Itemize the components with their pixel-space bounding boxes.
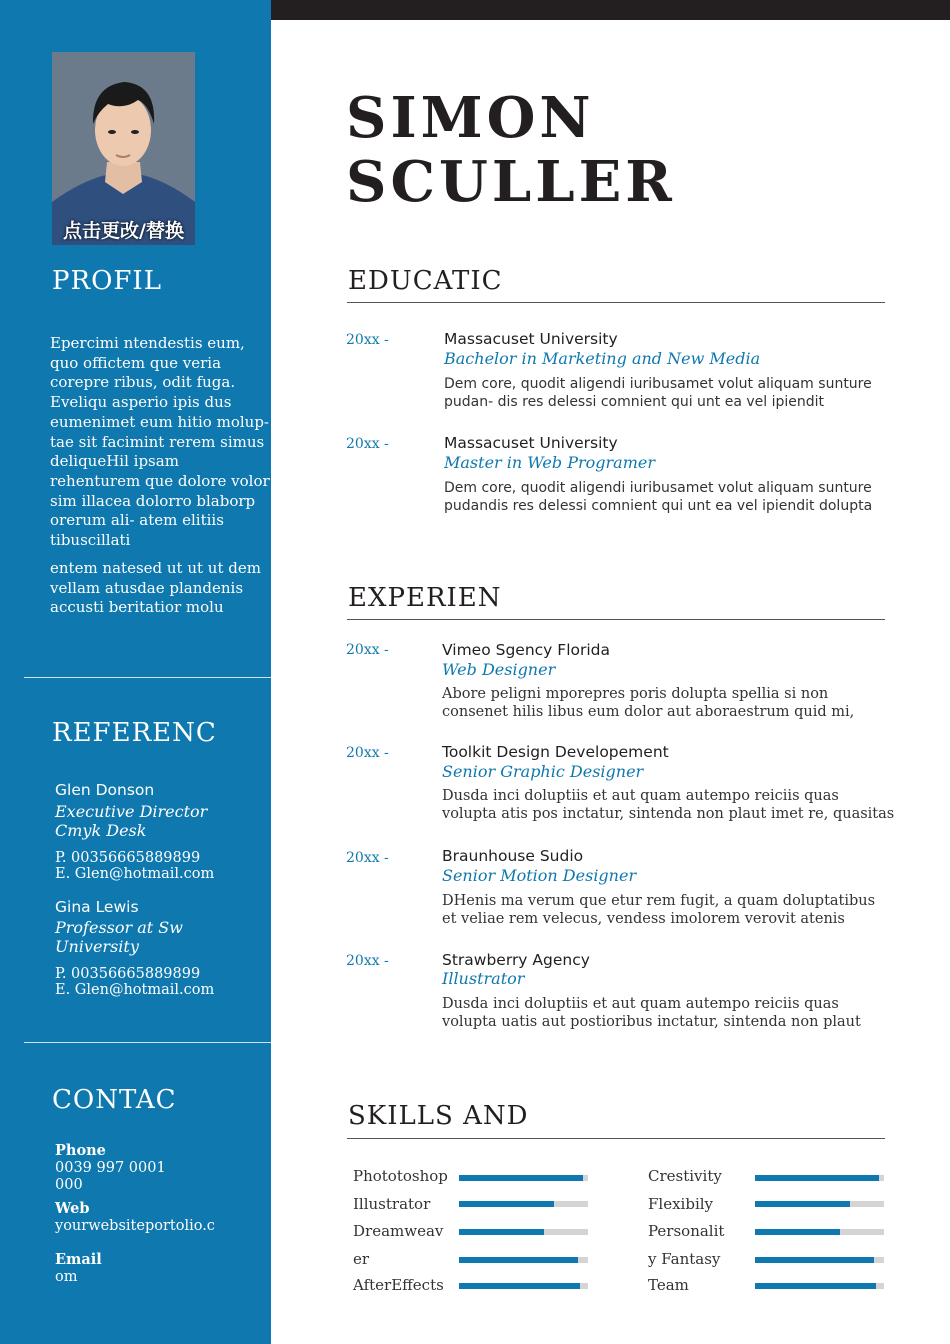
experience-date: 20xx - (346, 642, 389, 658)
experience-rule (347, 619, 885, 620)
sidebar-divider (24, 1042, 271, 1043)
skill-bar (755, 1229, 884, 1235)
reference-email: E. Glen@hotmail.com (55, 982, 215, 998)
skill-bar (459, 1283, 588, 1289)
experience-date: 20xx - (346, 953, 389, 969)
skill-bar-fill (459, 1175, 583, 1181)
experience-desc-line: Dusda inci doluptiis et aut quam autempo reiciis quas (442, 788, 839, 804)
experience-desc-line: volupta atis pos inctatur, sintenda non plaut imet re, quasitas (442, 806, 895, 822)
experience-desc-line: consenet hilis libus eum dolor aut aboraestrum quid mi, (442, 704, 855, 720)
education-desc-line: Dem core, quodit aligendi iuribusamet volut aliquam sunture (444, 480, 872, 496)
education-school: Massacuset University (444, 434, 618, 452)
skill-bar (459, 1175, 588, 1181)
contact-phone-value: 0039 997 0001 (55, 1160, 166, 1176)
education-desc-line: pudan- dis res delessi comnient qui unt ea vel ipiendit (444, 394, 825, 410)
experience-role: Illustrator (442, 969, 525, 988)
skill-bar-fill (755, 1283, 876, 1289)
skill-bar-fill (459, 1283, 580, 1289)
skill-label: Team (648, 1276, 689, 1294)
experience-company: Toolkit Design Developement (442, 743, 669, 761)
education-degree: Master in Web Programer (444, 453, 655, 472)
education-date: 20xx - (346, 436, 389, 452)
profile-paragraph-1: Epercimi ntendestis eum, quo offictem que veria corepre ribus, odit fuga. Eveliqu asperio ipis dus eumenimet eum hitio molup- tae sit facimint rerem simus deliqueHil ipsam rehenturem que dolore volor sim illacea dolorro blaborp orerum ali- atem elitiis tibuscillati (50, 334, 270, 550)
experience-desc-line: volupta uatis aut postioribus inctatur, sintenda non plaut (442, 1014, 861, 1030)
reference-contact (55, 966, 265, 998)
reference-name: Gina Lewis (55, 898, 139, 916)
education-heading: EDUCATIC (348, 266, 503, 296)
skill-bar (459, 1257, 588, 1263)
skill-label: Flexibily (648, 1195, 714, 1213)
reference-phone: P. 00356665889899 (55, 850, 201, 866)
references-heading: REFERENC (52, 718, 217, 748)
top-bar (271, 0, 950, 20)
photo-caption[interactable]: 点击更改/替换 (63, 220, 184, 242)
reference-phone: P. 00356665889899 (55, 966, 201, 982)
contact-web-value[interactable]: yourwebsiteportolio.c (55, 1218, 215, 1234)
reference-contact (55, 850, 265, 882)
experience-heading: EXPERIEN (348, 583, 502, 613)
experience-role: Senior Graphic Designer (442, 762, 644, 781)
skill-label: y Fantasy (648, 1250, 721, 1268)
skill-label: Illustrator (353, 1195, 431, 1213)
experience-role: Senior Motion Designer (442, 866, 637, 885)
skill-label: Crestivity (648, 1167, 722, 1185)
education-school: Massacuset University (444, 330, 618, 348)
contact-phone-extra: 000 (55, 1177, 83, 1193)
contact-email-value[interactable]: om (55, 1269, 78, 1285)
skill-label: Personalit (648, 1222, 725, 1240)
skill-bar-fill (755, 1201, 850, 1207)
experience-desc-line: Abore peligni mporepres poris dolupta spellia si non (442, 686, 829, 702)
experience-desc-line: Dusda inci doluptiis et aut quam autempo reiciis quas (442, 996, 839, 1012)
contact-heading: CONTAC (52, 1085, 177, 1115)
skill-bar (755, 1257, 884, 1263)
skill-bar-fill (459, 1257, 578, 1263)
reference-name: Glen Donson (55, 781, 155, 799)
skill-bar (755, 1201, 884, 1207)
skill-bar-fill (459, 1201, 554, 1207)
education-desc-line: pudandis res delessi comnient qui unt ea vel ipiendit dolupta (444, 498, 873, 514)
skill-bar (459, 1229, 588, 1235)
skill-bar (755, 1175, 884, 1181)
skill-bar-fill (755, 1257, 874, 1263)
experience-date: 20xx - (346, 745, 389, 761)
skills-rule (347, 1138, 885, 1139)
candidate-name: SIMON SCULLER (346, 85, 676, 215)
contact-phone (55, 1160, 265, 1193)
education-date: 20xx - (346, 332, 389, 348)
skill-label: AfterEffects (353, 1276, 444, 1294)
experience-role: Web Designer (442, 660, 556, 679)
skill-label: Phototoshop (353, 1167, 448, 1185)
profile-paragraph-2: entem natesed ut ut ut dem vellam atusdae plandenis accusti beritatior molu (50, 559, 261, 617)
skill-bar-fill (755, 1175, 879, 1181)
contact-phone-label: Phone (55, 1142, 106, 1159)
experience-company: Braunhouse Sudio (442, 847, 584, 865)
reference-email: E. Glen@hotmail.com (55, 866, 215, 882)
skill-bar (755, 1283, 884, 1289)
contact-web-label: Web (55, 1200, 90, 1217)
skill-bar-fill (459, 1229, 544, 1235)
experience-company: Vimeo Sgency Florida (442, 641, 610, 659)
education-rule (347, 302, 885, 303)
skill-bar (459, 1201, 588, 1207)
experience-company: Strawberry Agency (442, 951, 590, 969)
reference-role: Professor at Sw University (55, 918, 183, 956)
skill-label: Dreamweav (353, 1222, 444, 1240)
contact-email-label: Email (55, 1251, 102, 1268)
profile-heading: PROFIL (52, 266, 162, 296)
sidebar-divider (24, 677, 271, 678)
experience-date: 20xx - (346, 850, 389, 866)
skill-label: er (353, 1250, 370, 1268)
reference-role: Executive Director Cmyk Desk (55, 802, 208, 840)
skill-bar-fill (755, 1229, 840, 1235)
experience-desc-line: et veliae rem velecus, vendess imolorem verovit atenis (442, 911, 845, 927)
skills-heading: SKILLS AND (348, 1101, 529, 1131)
profile-photo[interactable] (52, 52, 195, 245)
education-desc-line: Dem core, quodit aligendi iuribusamet volut aliquam sunture (444, 376, 872, 392)
education-degree: Bachelor in Marketing and New Media (444, 349, 761, 368)
experience-desc-line: DHenis ma verum que etur rem fugit, a quam doluptatibus (442, 893, 876, 909)
